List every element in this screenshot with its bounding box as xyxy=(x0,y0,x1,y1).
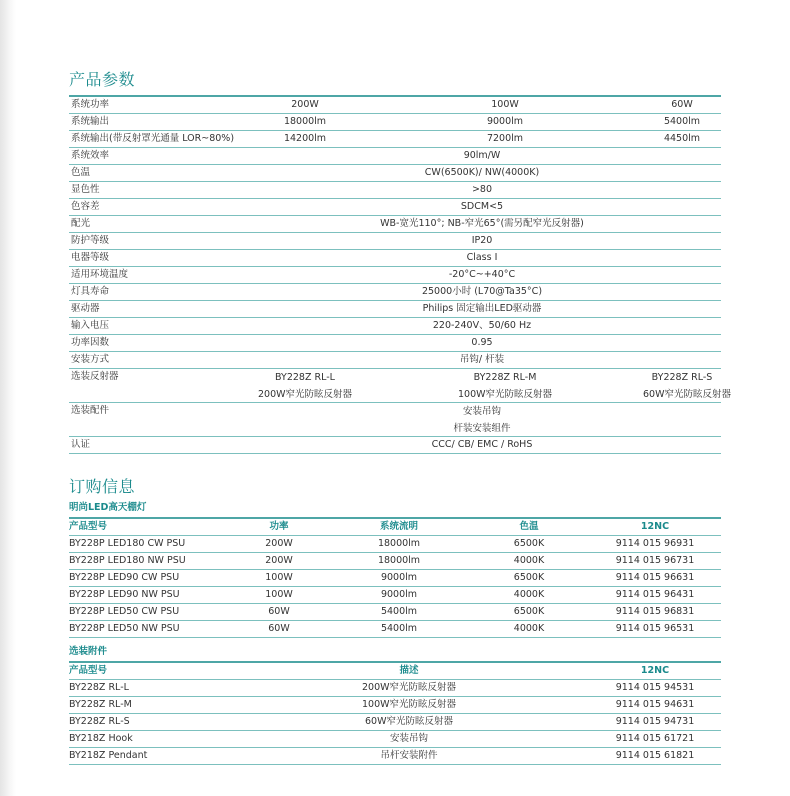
param-label: 安装方式 xyxy=(71,354,110,365)
param-label: 系统功率 xyxy=(71,99,110,110)
product-table xyxy=(69,517,721,638)
param-multi-line: BY228Z RL-M xyxy=(473,372,537,383)
product-cell: 4000K xyxy=(513,555,545,566)
param-label: 配光 xyxy=(71,218,91,229)
param-row xyxy=(69,437,721,454)
param-label: 显色性 xyxy=(71,184,100,195)
product-cell: 9114 015 96931 xyxy=(615,538,695,549)
params-title: 产品参数 xyxy=(69,70,136,89)
param-value: 18000lm xyxy=(283,116,327,127)
accessory-cell: 安装吊钩 xyxy=(389,733,428,744)
product-cell: 5400lm xyxy=(380,623,418,634)
param-row xyxy=(69,182,721,199)
param-row xyxy=(69,199,721,216)
param-row xyxy=(69,301,721,318)
param-row xyxy=(69,267,721,284)
param-value: 100W xyxy=(491,99,519,110)
product-row xyxy=(69,621,721,638)
product-header-cell: 12NC xyxy=(640,521,670,532)
param-label: 系统输出 xyxy=(71,116,110,127)
ordering-title: 订购信息 xyxy=(69,477,136,496)
param-label: 系统效率 xyxy=(71,150,110,161)
product-row xyxy=(69,553,721,570)
product-row xyxy=(69,604,721,621)
product-cell: 9000lm xyxy=(380,589,418,600)
param-multi-cell xyxy=(243,369,367,402)
param-value: IP20 xyxy=(471,235,493,246)
accessory-row xyxy=(69,680,721,697)
accessory-cell: BY228Z RL-M xyxy=(69,699,132,710)
param-multi-cell xyxy=(643,369,731,402)
product-cell: 9114 015 96631 xyxy=(615,572,695,583)
product-cell: BY228P LED50 NW PSU xyxy=(69,623,180,634)
product-cell: 4000K xyxy=(513,623,545,634)
accessory-row xyxy=(69,748,721,765)
param-value: CW(6500K)/ NW(4000K) xyxy=(424,167,540,178)
param-row xyxy=(69,284,721,301)
param-multi-line: 60W窄光防眩反射器 xyxy=(643,389,731,400)
param-label: 输入电压 xyxy=(71,320,110,331)
product-cell: 200W xyxy=(265,538,293,549)
product-cell: 9114 015 96431 xyxy=(615,589,695,600)
param-value: 9000lm xyxy=(486,116,524,127)
product-cell: 200W xyxy=(265,555,293,566)
product-cell: BY228P LED180 NW PSU xyxy=(69,555,186,566)
param-row xyxy=(69,335,721,352)
product-row xyxy=(69,587,721,604)
param-row xyxy=(69,148,721,165)
param-label: 认证 xyxy=(71,439,91,450)
product-row xyxy=(69,536,721,553)
param-value: 7200lm xyxy=(486,133,524,144)
accessory-cell: 60W窄光防眩反射器 xyxy=(365,716,453,727)
accessory-subtitle: 选装附件 xyxy=(69,646,108,657)
accessory-header-cell: 描述 xyxy=(399,665,419,676)
product-cell: 18000lm xyxy=(377,555,421,566)
param-label: 灯具寿命 xyxy=(71,286,110,297)
product-cell: 6500K xyxy=(513,572,545,583)
product-cell: 60W xyxy=(268,606,290,617)
product-header-row xyxy=(69,519,721,536)
product-cell: BY228P LED50 CW PSU xyxy=(69,606,180,617)
param-value: Class I xyxy=(466,252,498,263)
param-value: 4450lm xyxy=(663,133,701,144)
params-table xyxy=(69,95,731,454)
param-value: 吊钩/ 杆装 xyxy=(459,354,505,365)
param-row xyxy=(69,131,721,148)
product-cell: 9114 015 96531 xyxy=(615,623,695,634)
param-row xyxy=(69,165,721,182)
param-label: 色容差 xyxy=(71,201,100,212)
product-cell: 9000lm xyxy=(380,572,418,583)
page-edge-shadow xyxy=(0,0,16,796)
accessory-header-cell: 12NC xyxy=(640,665,670,676)
param-label: 电器等级 xyxy=(71,252,110,263)
param-label: 功率因数 xyxy=(71,337,110,348)
param-row xyxy=(69,352,721,369)
product-cell: 100W xyxy=(265,572,293,583)
accessory-header-row xyxy=(69,663,721,680)
param-multi-line: 100W窄光防眩反射器 xyxy=(457,389,553,400)
product-row xyxy=(69,570,721,587)
param-row xyxy=(69,318,721,335)
param-value: 60W xyxy=(671,99,693,110)
param-line: 安装吊钩 xyxy=(462,406,501,417)
product-subtitle: 明尚LED高天棚灯 xyxy=(69,502,147,513)
product-cell: 9114 015 96831 xyxy=(615,606,695,617)
param-value: 220-240V、50/60 Hz xyxy=(432,320,532,331)
param-value: 0.95 xyxy=(471,337,493,348)
accessory-cell: BY228Z RL-L xyxy=(69,682,129,693)
product-cell: 100W xyxy=(265,589,293,600)
param-multi-line: BY228Z RL-L xyxy=(275,372,335,383)
param-value: 200W xyxy=(291,99,319,110)
param-row xyxy=(69,114,721,131)
param-row xyxy=(69,250,721,267)
param-row xyxy=(69,369,731,403)
param-row xyxy=(69,403,721,437)
param-label: 防护等级 xyxy=(71,235,110,246)
param-label: 选装配件 xyxy=(71,405,110,416)
accessory-cell: 9114 015 94531 xyxy=(615,682,695,693)
product-cell: 60W xyxy=(268,623,290,634)
param-multi-line: 200W窄光防眩反射器 xyxy=(257,389,353,400)
param-multi-cell xyxy=(367,369,643,402)
param-line: 杆装安装组件 xyxy=(453,423,511,434)
accessory-row xyxy=(69,697,721,714)
param-value: WB-宽光110°; NB-窄光65°(需另配窄光反射器) xyxy=(380,218,584,229)
product-cell: 9114 015 96731 xyxy=(615,555,695,566)
product-cell: 6500K xyxy=(513,606,545,617)
param-lines-cell xyxy=(243,403,721,436)
accessory-cell: 9114 015 61721 xyxy=(615,733,695,744)
param-value: CCC/ CB/ EMC / RoHS xyxy=(431,439,533,450)
param-value: 14200lm xyxy=(283,133,327,144)
product-cell: 18000lm xyxy=(377,538,421,549)
param-multi-line: BY228Z RL-S xyxy=(651,372,713,383)
accessory-cell: 9114 015 94731 xyxy=(615,716,695,727)
accessory-cell: 100W窄光防眩反射器 xyxy=(361,699,457,710)
product-cell: 5400lm xyxy=(380,606,418,617)
accessory-cell: 9114 015 94631 xyxy=(615,699,695,710)
param-label: 适用环境温度 xyxy=(71,269,129,280)
param-value: -20°C~+40°C xyxy=(448,269,516,280)
param-value: Philips 固定输出LED驱动器 xyxy=(422,303,542,314)
accessory-table xyxy=(69,661,721,765)
accessory-cell: BY228Z RL-S xyxy=(69,716,130,727)
accessory-cell: 200W窄光防眩反射器 xyxy=(361,682,457,693)
product-header-cell: 系统流明 xyxy=(379,521,418,532)
product-cell: BY228P LED90 CW PSU xyxy=(69,572,180,583)
accessory-cell: BY218Z Hook xyxy=(69,733,133,744)
product-cell: BY228P LED90 NW PSU xyxy=(69,589,180,600)
param-label: 色温 xyxy=(71,167,91,178)
product-cell: BY228P LED180 CW PSU xyxy=(69,538,186,549)
product-cell: 4000K xyxy=(513,589,545,600)
accessory-cell: 9114 015 61821 xyxy=(615,750,695,761)
param-label: 驱动器 xyxy=(71,303,100,314)
accessory-row xyxy=(69,714,721,731)
param-value: 90lm/W xyxy=(463,150,501,161)
param-label: 选装反射器 xyxy=(71,371,119,382)
param-value: >80 xyxy=(471,184,493,195)
param-value: SDCM<5 xyxy=(460,201,504,212)
param-row xyxy=(69,97,721,114)
product-header-cell: 产品型号 xyxy=(69,521,108,532)
product-header-cell: 功率 xyxy=(269,521,289,532)
product-cell: 6500K xyxy=(513,538,545,549)
param-label: 系统输出(带反射罩光通量 LOR~80%) xyxy=(71,133,235,144)
accessory-row xyxy=(69,731,721,748)
param-value: 5400lm xyxy=(663,116,701,127)
product-header-cell: 色温 xyxy=(519,521,539,532)
accessory-header-cell: 产品型号 xyxy=(69,665,108,676)
accessory-cell: 吊杆安装附件 xyxy=(380,750,438,761)
param-row xyxy=(69,233,721,250)
param-row xyxy=(69,216,721,233)
param-value: 25000小时 (L70@Ta35°C) xyxy=(421,286,543,297)
accessory-cell: BY218Z Pendant xyxy=(69,750,148,761)
